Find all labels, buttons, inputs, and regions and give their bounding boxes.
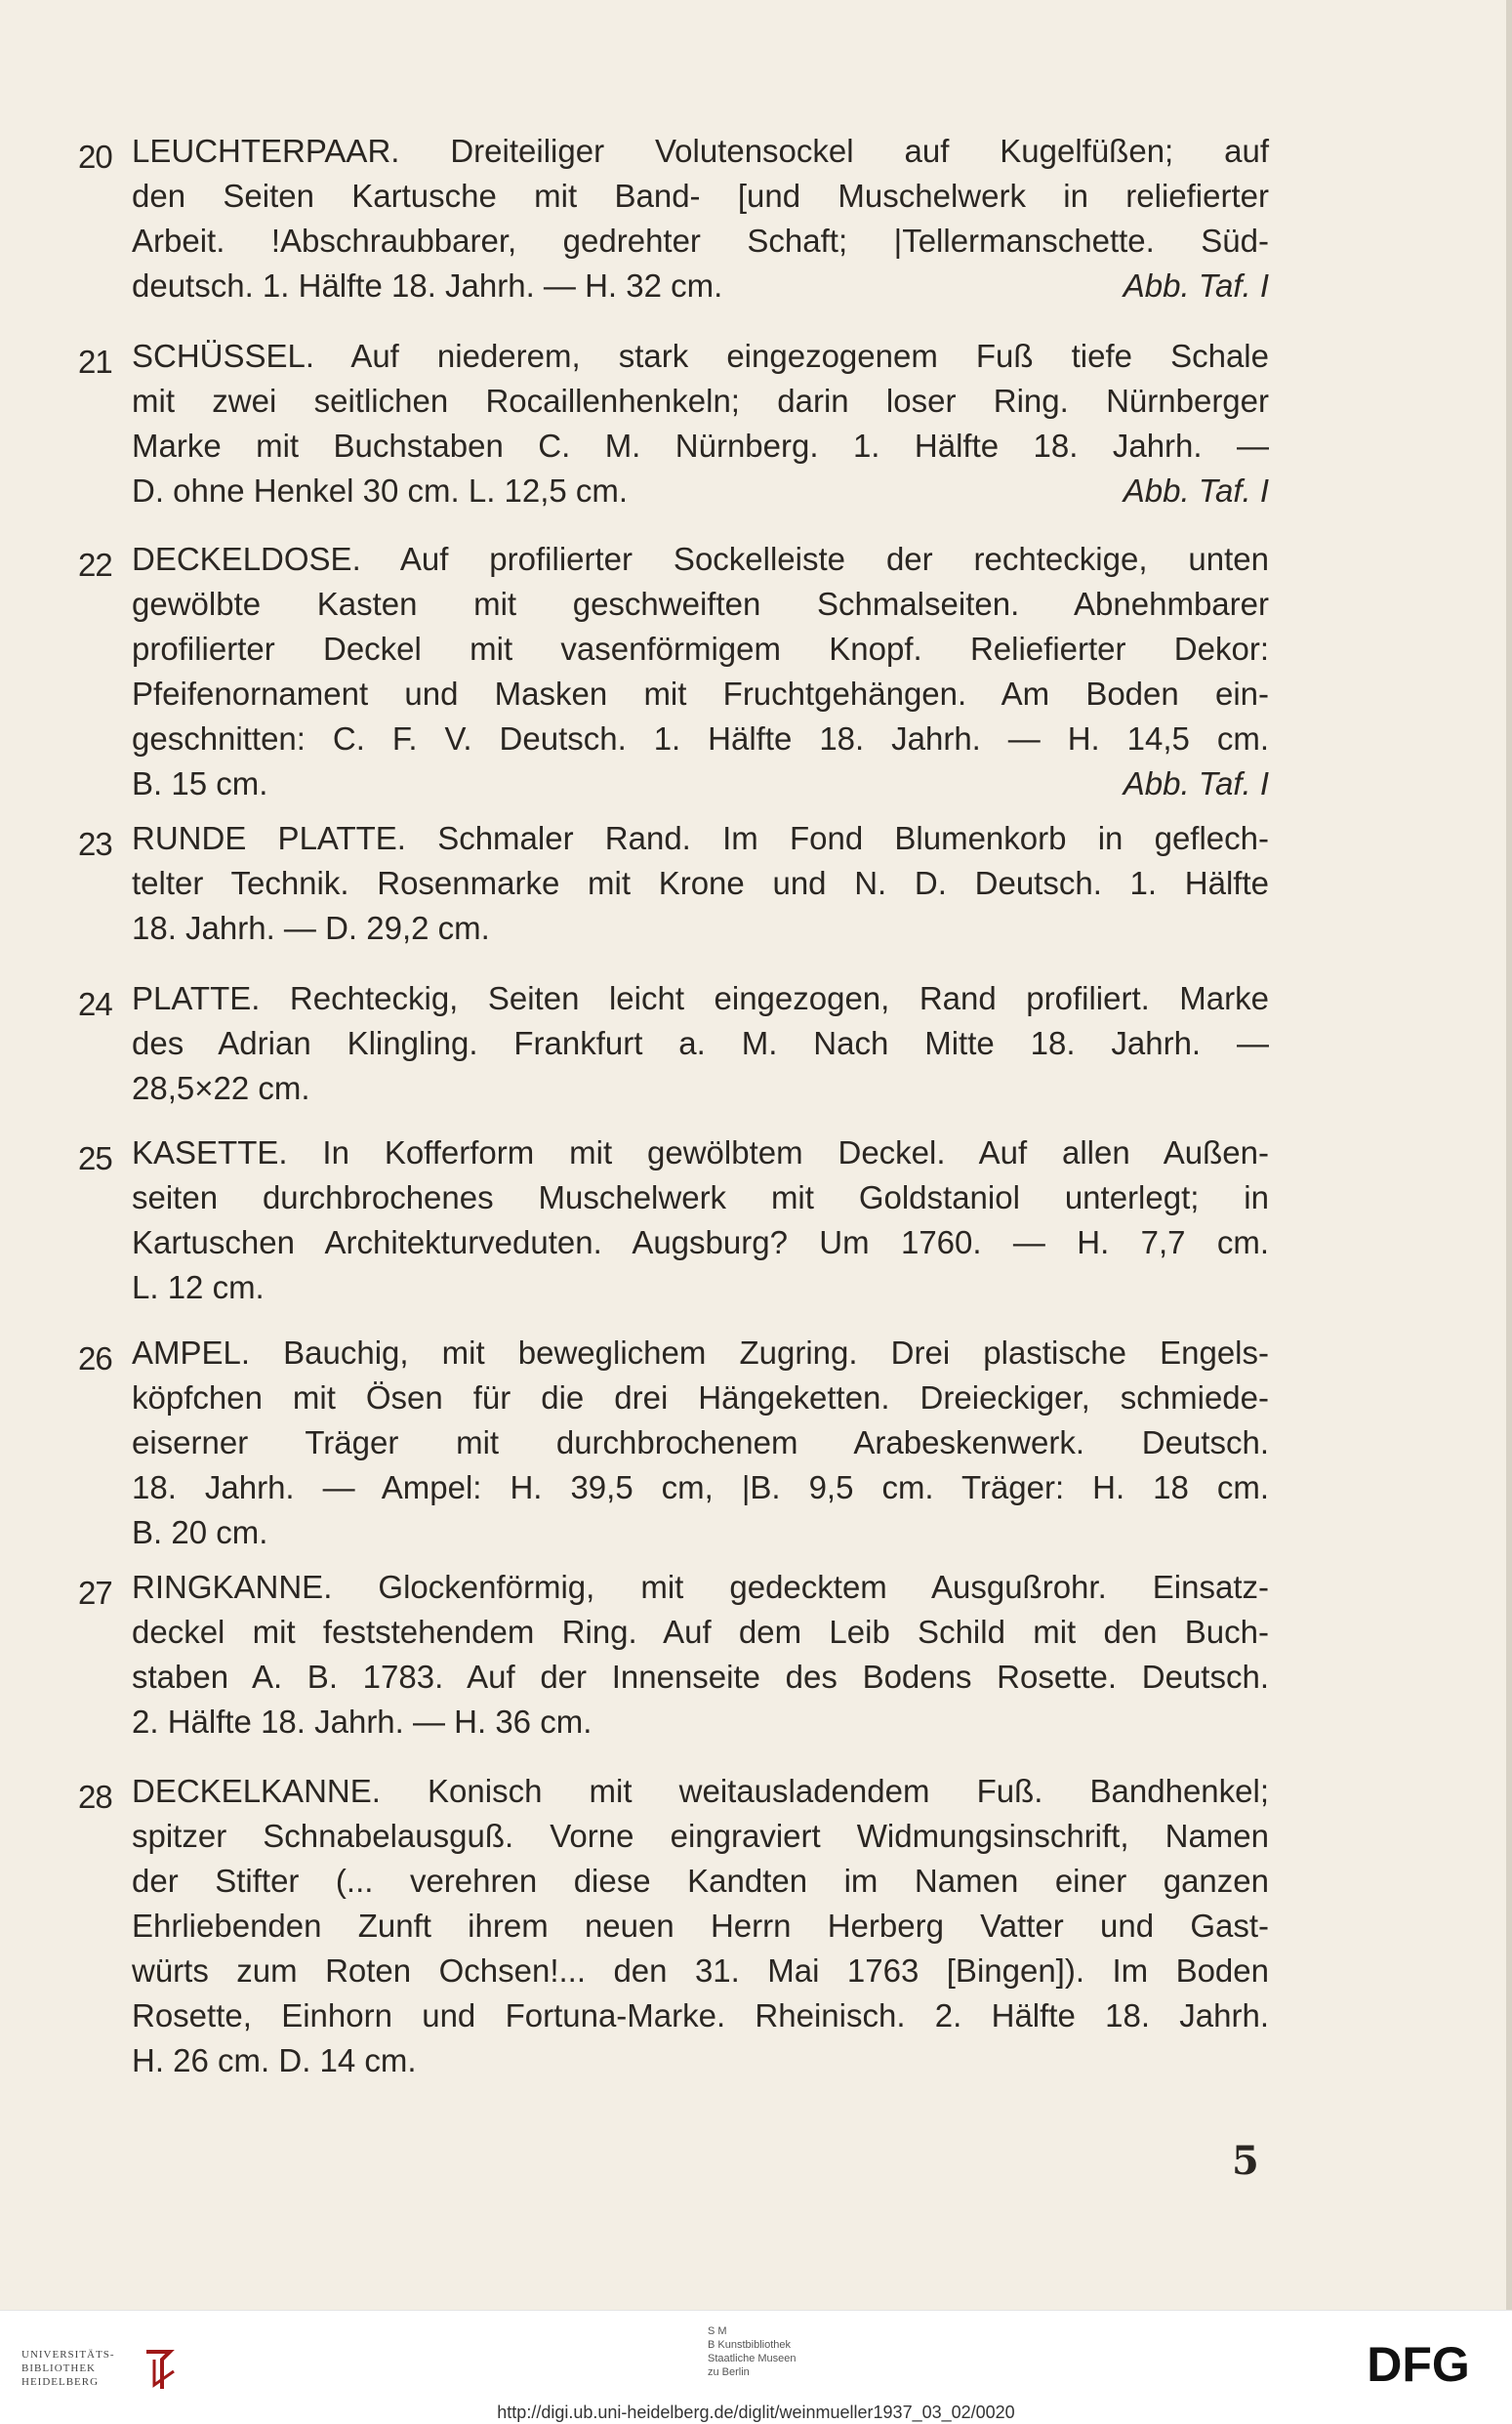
entry-text-line: köpfchen mit Ösen für die drei Hängeketten. Dreieckiger, schmiede- (132, 1379, 1269, 1416)
ub-heidelberg-logo[interactable] (21, 2332, 187, 2397)
ub-emblem-icon (141, 2346, 182, 2393)
entry-text-line: profilierter Deckel mit vasenförmigem Knopf. Reliefierter Dekor: (132, 631, 1269, 667)
entry-number: 23 (78, 826, 112, 862)
entry-number: 22 (78, 547, 112, 583)
entry-text-line: RINGKANNE. Glockenförmig, mit gedecktem Ausgußrohr. Einsatz- (132, 1569, 1269, 1605)
entry-text-line: Arbeit. !Abschraubbarer, gedrehter Schaft; |Tellermanschette. Süd- (132, 223, 1269, 259)
entry-text-line: telter Technik. Rosenmarke mit Krone und N. D. Deutsch. 1. Hälfte (132, 865, 1269, 901)
page-edge (1506, 0, 1512, 2310)
entry-text-line: H. 26 cm. D. 14 cm. (132, 2042, 417, 2078)
page-number: 5 (1232, 2138, 1259, 2184)
entry-text-line: gewölbte Kasten mit geschweiften Schmalseiten. Abnehmbarer (132, 586, 1269, 622)
sm-line: Staatliche Museen (708, 2353, 797, 2364)
entry-text-line: LEUCHTERPAAR. Dreiteiliger Volutensockel auf Kugelfüßen; auf (132, 133, 1269, 169)
entry-text-line: geschnitten: C. F. V. Deutsch. 1. Hälfte 18. Jahrh. — H. 14,5 cm. (132, 720, 1269, 757)
entry-text-line: den Seiten Kartusche mit Band- [und Muschelwerk in reliefierter (132, 178, 1269, 214)
entry-text-line: seiten durchbrochenes Muschelwerk mit Goldstaniol unterlegt; in (132, 1179, 1269, 1215)
entry-number: 24 (78, 986, 112, 1022)
entry-text-line: L. 12 cm. (132, 1269, 265, 1305)
sm-line: B Kunstbibliothek (708, 2339, 791, 2351)
entry-text-line: KASETTE. In Kofferform mit gewölbtem Deckel. Auf allen Außen- (132, 1134, 1269, 1171)
entry-text-line: deckel mit feststehendem Ring. Auf dem Leib Schild mit den Buch- (132, 1614, 1269, 1650)
plate-reference: Abb. Taf. I (1123, 765, 1269, 801)
entry-text-line: deutsch. 1. Hälfte 18. Jahrh. — H. 32 cm. (132, 267, 723, 304)
sm-kunstbibliothek-logo[interactable] (708, 2324, 797, 2379)
entry-text-line: DECKELKANNE. Konisch mit weitausladendem Fuß. Bandhenkel; (132, 1773, 1269, 1809)
plate-reference-row (132, 469, 1269, 514)
entry-number: 26 (78, 1340, 112, 1376)
entry-text-line: Kartuschen Architekturveduten. Augsburg? Um 1760. — H. 7,7 cm. (132, 1224, 1269, 1260)
sm-line: zu Berlin (708, 2366, 750, 2378)
dfg-logo[interactable] (1345, 2340, 1492, 2389)
source-url-link[interactable]: http://digi.ub.uni-heidelberg.de/diglit/weinmueller1937_03_02/0020 (497, 2403, 1015, 2422)
entry-text-line: mit zwei seitlichen Rocaillenhenkeln; darin loser Ring. Nürnberger (132, 383, 1269, 419)
entry-text-line: SCHÜSSEL. Auf niederem, stark eingezogenem Fuß tiefe Schale (132, 338, 1269, 374)
sm-line: S M (708, 2325, 727, 2337)
entry-text-line: PLATTE. Rechteckig, Seiten leicht eingezogen, Rand profiliert. Marke (132, 980, 1269, 1016)
entry-text-line: Rosette, Einhorn und Fortuna-Marke. Rheinisch. 2. Hälfte 18. Jahrh. (132, 1997, 1269, 2034)
entry-text-line: Ehrliebenden Zunft ihrem neuen Herrn Herberg Vatter und Gast- (132, 1908, 1269, 1944)
entry-text-line: der Stifter (... verehren diese Kandten im Namen einer ganzen (132, 1863, 1269, 1899)
entry-text-line: Marke mit Buchstaben C. M. Nürnberg. 1. Hälfte 18. Jahrh. — (132, 428, 1269, 464)
entry-text-line: spitzer Schnabelausguß. Vorne eingraviert Widmungsinschrift, Namen (132, 1818, 1269, 1854)
entry-text-line: 18. Jahrh. — D. 29,2 cm. (132, 910, 490, 946)
entry-text-line: des Adrian Klingling. Frankfurt a. M. Nach Mitte 18. Jahrh. — (132, 1025, 1269, 1061)
dfg-logo-text: DFG (1367, 2340, 1470, 2389)
entry-text-line: staben A. B. 1783. Auf der Innenseite des Bodens Rosette. Deutsch. (132, 1659, 1269, 1695)
plate-reference: Abb. Taf. I (1123, 472, 1269, 509)
entry-text-line: AMPEL. Bauchig, mit beweglichem Zugring. Drei plastische Engels- (132, 1335, 1269, 1371)
entry-text-line: DECKELDOSE. Auf profilierter Sockelleiste der rechteckige, unten (132, 541, 1269, 577)
entry-text-line: 28,5×22 cm. (132, 1070, 310, 1106)
entry-number: 21 (78, 344, 112, 380)
viewer-footer (0, 2310, 1512, 2424)
entry-number: 27 (78, 1575, 112, 1611)
entry-number: 20 (78, 139, 112, 175)
entry-text-line: Pfeifenornament und Masken mit Fruchtgehängen. Am Boden ein- (132, 676, 1269, 712)
entry-text-line: D. ohne Henkel 30 cm. L. 12,5 cm. (132, 472, 629, 509)
entry-text-line: B. 20 cm. (132, 1514, 268, 1550)
entry-number: 28 (78, 1779, 112, 1815)
entry-text-line: 18. Jahrh. — Ampel: H. 39,5 cm, |B. 9,5 cm. Träger: H. 18 cm. (132, 1469, 1269, 1505)
plate-reference: Abb. Taf. I (1123, 267, 1269, 304)
ub-logo-text (21, 2348, 115, 2389)
entry-text-line: 2. Hälfte 18. Jahrh. — H. 36 cm. (132, 1704, 593, 1740)
ub-logo-line: BIBLIOTHEK (21, 2362, 96, 2374)
plate-reference-row (132, 761, 1269, 806)
ub-logo-line: HEIDELBERG (21, 2376, 100, 2388)
entry-text-line: B. 15 cm. (132, 765, 268, 801)
entry-text-line: RUNDE PLATTE. Schmaler Rand. Im Fond Blumenkorb in geflech- (132, 820, 1269, 856)
entry-text-line: würts zum Roten Ochsen!... den 31. Mai 1763 [Bingen]). Im Boden (132, 1952, 1269, 1989)
entry-text-line: eiserner Träger mit durchbrochenem Arabeskenwerk. Deutsch. (132, 1424, 1269, 1460)
ub-logo-line: UNIVERSITÄTS- (21, 2349, 115, 2361)
plate-reference-row (132, 264, 1269, 308)
entry-number: 25 (78, 1140, 112, 1176)
